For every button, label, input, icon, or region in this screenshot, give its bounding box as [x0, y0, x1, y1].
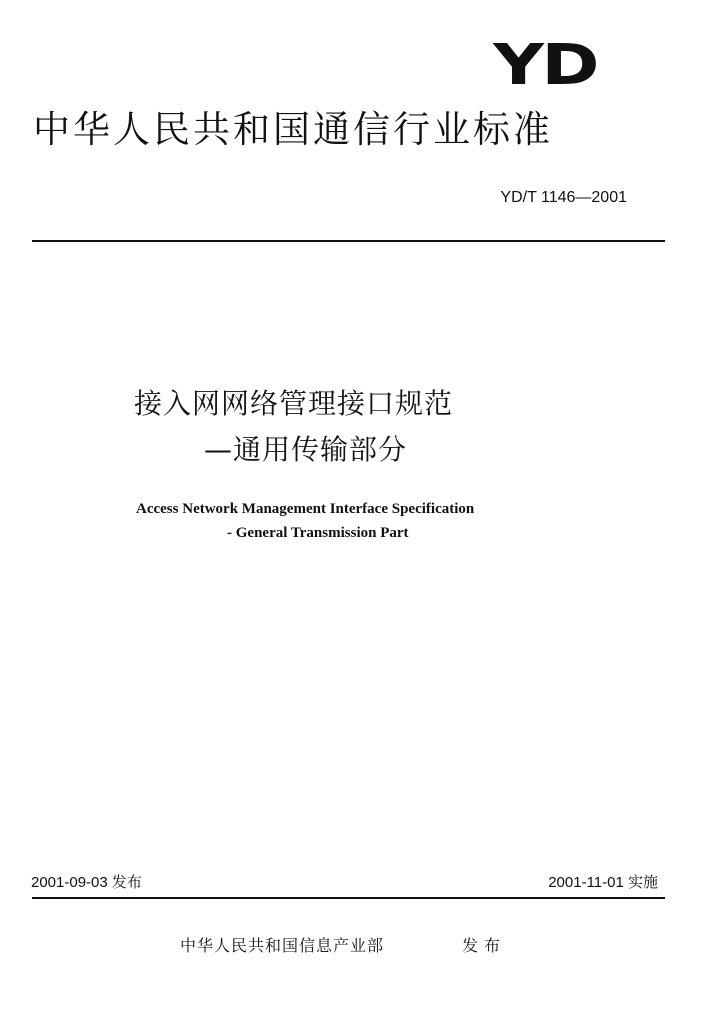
publisher-name: 中华人民共和国信息产业部	[180, 936, 385, 955]
standard-code: YD/T 1146—2001	[500, 189, 627, 206]
chinese-title-line-1: 接入网网络管理接口规范	[134, 387, 454, 420]
issue-date: 2001-09-03 发布	[31, 874, 142, 891]
implementation-date: 2001-11-01 实施	[548, 874, 658, 891]
footer-divider	[32, 897, 665, 899]
chinese-title-line-2: —通用传输部分	[204, 433, 408, 466]
english-title-line-2: - General Transmission Part	[227, 525, 409, 541]
publish-label: 发布	[462, 936, 507, 955]
yd-logo: YD	[493, 33, 597, 98]
issuing-organization-title: 中华人民共和国通信行业标准	[33, 108, 553, 151]
header-divider	[32, 240, 665, 242]
english-title-line-1: Access Network Management Interface Specification	[136, 501, 475, 517]
